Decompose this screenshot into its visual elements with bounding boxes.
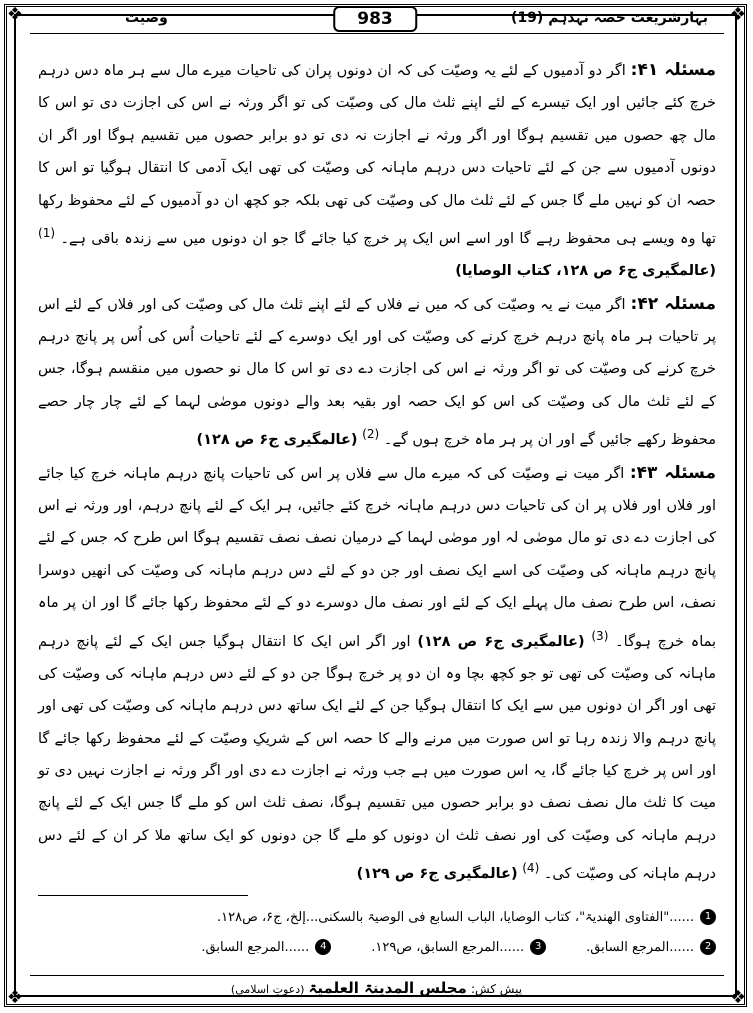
footnote-marker[interactable]: (3) (591, 628, 609, 643)
masala-text: اگر میت نے وصیّت کی کہ میرے مال سے فلاں پر اس کی تاحیات پانچ درہم ماہانہ خرچ کیا جائے اور فلاں اور فلاں پر ان کی تاحیات دس درہم ماہانہ خرچ کئے جائیں، ہر ایک کے لئے پانچ درہم، اور ورثہ نے اس کی اجازت دے دی تو مال موصٰی لہ اور موصٰی لہما کے درمیان نصف نصف تقسیم ہوگا اس طرح کہ جس کے لئے پانچ درہم ماہانہ کی وصیّت کی اسے ایک نصف اور جن دو کے لئے دس درہم ماہانہ کی وصیّت کی انھیں دوسرا نصف، اس طرح نصف مال پہلے ایک کے لئے اور نصف مال دوسرے دو کے لئے محفوظ رکھا جائے گا اور ان پر ماہ بماہ خرچ ہوگا۔ (38, 465, 717, 650)
masala-text-continued: اور اگر اس ایک کا انتقال ہوگیا جس ایک کے لئے پانچ درہم ماہانہ کی وصیّت کی تھی تو جو کچھ بچا وہ ان دو پر خرچ ہوگا جن دو کے لئے دس درہم ماہانہ کی وصیّت کی تھی اور اگر ان دونوں میں سے ایک کا انتقال ہوگیا جن کے لئے ایک ساتھ دس درہم ماہانہ کی وصیّت کی تھی اور پانچ درہم والا زندہ رہا تو اس صورت میں مرنے والے کا حصہ اس کے شریکِ وصیّت کے لئے محفوظ رکھا جائے گا اور اس پر خرچ کیا جائے گا، یہ اس صورت میں ہے جب ورثہ نے اجازت دے دی اور اگر ورثہ نے اجازت نہیں دی تو میت کا ثلث مال نصف نصف دو برابر حصوں میں تقسیم ہوگا، نصف ثلث اس کو ملے گا جس ایک کے لئے پانچ درہم ماہانہ کی وصیّت کی اور نصف ثلث ان دونوں کو ملے گا جن دونوں کو ایک ساتھ ملا کر ان کے لئے دس درہم ماہانہ کی وصیّت کی۔ (38, 633, 716, 883)
page-footer (0, 979, 753, 997)
footer-divider (30, 975, 724, 976)
masala-label: مسئلہ ۴۱: (630, 60, 717, 80)
publisher-name: مجلس المدینۃ العلمیۃ (308, 979, 467, 997)
masala-text: اگر میت نے یہ وصیّت کی کہ میں نے فلاں کے لئے اپنے ثلث مال کی وصیّت کی اور فلاں کے لئے اس پر تاحیات ہر ماہ پانچ درہم خرچ کرنے کی وصیّت کی اور ایک دوسرے کے لئے تاحیات اُس کی اُس پر پانچ درہم خرچ کرنے کی وصیّت کی تو اگر ورثہ نے اس کی اجازت دے دی تو اس کا مال نو حصوں میں منقسم ہوگا، جس کے لئے ثلث مال کی وصیّت کی اس کو ایک حصہ اور بقیہ بعد والے دونوں موصٰی لہما کے لئے چار چار حصے محفوظ رکھے جائیں گے اور ان پر ہر ماہ خرچ ہوں گے۔ (38, 296, 716, 449)
masala-41 (38, 54, 716, 288)
footnote-number-icon: 3 (530, 939, 546, 955)
footnote-item (217, 909, 716, 925)
footnote-text: ......المرجع السابق، ص۱۲۹. (371, 939, 525, 955)
masala-label: مسئلہ ۴۳: (629, 462, 716, 483)
footnote-text: ......المرجع السابق. (201, 939, 310, 955)
footnote-item (371, 939, 546, 955)
footnote-item (586, 939, 716, 955)
masala-text: اگر دو آدمیوں کے لئے یہ وصیّت کی کہ ان دونوں پران کی تاحیات میرے مال سے ہر ماہ دس درہم خرچ کئے جائیں اور ایک تیسرے کے لئے اپنے ثلث مال کی وصیّت کی تو اگر ورثہ نے اس کی اجازت دی تو اس کا مال چھ حصوں میں تقسیم ہوگا اور اگر ورثہ نے اجازت نہ دی تو دو برابر حصوں میں تقسیم ہوگا اور اگر ان دونوں آدمیوں سے جن کے لئے تاحیات دس درہم ماہانہ کی وصیّت کی تھی ایک آدمی کا انتقال ہوگیا تو اس کا حصہ ان کو نہیں ملے گا جس کے لئے ثلث مال کی وصیّت کی تھی بلکہ جو کچھ ان دو آدمیوں کے لئے محفوظ رکھا تھا وہ ویسے ہی محفوظ رہے گا اور اسے اس ایک پر خرچ کیا جائے گا جو ان دونوں میں سے زندہ باقی ہے۔ (38, 63, 717, 247)
main-content (38, 54, 716, 890)
book-title: بہارشریعت حصہ نہدہم (19) (511, 10, 708, 26)
ornament-corner-icon: ❖ (6, 4, 24, 25)
page-number: 983 (333, 6, 417, 32)
footnotes (38, 902, 716, 962)
footnote-row (38, 932, 716, 962)
footnote-text: ......"الفتاوی الھندیۃ"، کتاب الوصایا، الباب السابع فی الوصیۃ بالسکنی...إلخ، ج۶، ص۱۲۸. (217, 909, 694, 925)
ornament-corner-icon: ❖ (729, 987, 747, 1008)
footnote-text: ......المرجع السابق. (586, 939, 694, 955)
page-header (30, 6, 720, 32)
footnote-marker[interactable]: (4) (522, 861, 540, 876)
reference: (عالمگیری ج۶ ص ۱۲۸) (196, 432, 358, 449)
footnote-divider (38, 895, 248, 896)
publisher-subtitle: (دعوتِ اسلامی) (230, 983, 305, 996)
footnote-number-icon: 2 (700, 939, 716, 955)
masala-43 (38, 457, 716, 891)
footnote-item (201, 939, 331, 955)
footnote-marker[interactable]: (2) (362, 427, 380, 442)
footer-label: پیش کش: (470, 982, 523, 996)
section-title: وصیت (125, 10, 168, 26)
header-divider (30, 33, 724, 34)
footnote-marker[interactable]: (1) (38, 226, 56, 241)
masala-label: مسئلہ ۴۲: (630, 293, 717, 314)
masala-42 (38, 288, 716, 457)
reference: (عالمگیری ج۶ ص ۱۲۸) (417, 633, 585, 650)
ornament-corner-icon: ❖ (729, 4, 747, 25)
ornament-corner-icon: ❖ (6, 987, 24, 1008)
footnote-number-icon: 1 (700, 909, 716, 925)
reference: (عالمگیری ج۶ ص ۱۲۸، کتاب الوصایا) (455, 263, 716, 280)
footnote-row (38, 902, 716, 932)
footnote-number-icon: 4 (315, 939, 331, 955)
reference: (عالمگیری ج۶ ص ۱۲۹) (356, 866, 518, 883)
